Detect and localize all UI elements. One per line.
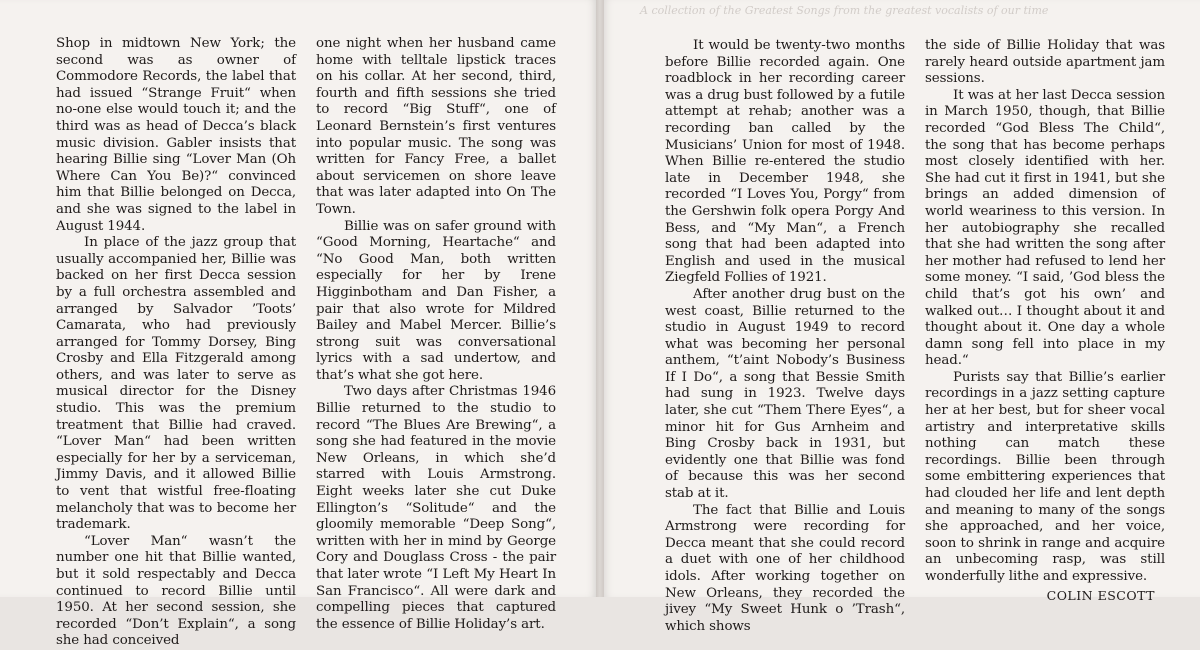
- paragraph: Billie was on safer ground with “Good Morning, Heartache“ and “No Good Man, both written especially for her by Irene Higginbotham and Dan Fisher, a pair that also wrote for Mildred Bailey and Mabel Mercer. Billie’s strong suit was conversational lyrics with a sad undertow, and that’s what she got here.: [316, 218, 556, 383]
- text-column-2: [316, 36, 556, 633]
- paragraph: It would be twenty-two months before Billie recorded again. One roadblock in her recording career was a drug bust followed by a futile attempt at rehab; another was a recording ban called by the Musicians’ Union for most of 1948. When Billie re-entered the studio late in December 1948, she recorded “I Loves You, Porgy“ from the Gershwin folk opera Porgy And Bess, and “My Man“, a French song that had been adapted into English and used in the musical Ziegfeld Follies of 1921.: [665, 38, 905, 286]
- paragraph: the side of Billie Holiday that was rarely heard outside apartment jam sessions.: [925, 38, 1165, 87]
- show-through-header: A collection of the Greatest Songs from the greatest vocalists of our time: [640, 4, 1049, 17]
- text-column-4: [925, 38, 1165, 604]
- paragraph: Shop in midtown New York; the second was as owner of Commodore Records, the label that had issued “Strange Fruit“ when no-one else would touch it; and the third was as head of Decca’s black music division. Gabler insists that hearing Billie sing “Lover Man (Oh Where Can You Be)?“ convinced him that Billie belonged on Decca, and she was signed to the label in August 1944.: [56, 36, 296, 234]
- left-page: [0, 0, 596, 649]
- page-gutter: [596, 0, 604, 597]
- text-column-1: [56, 36, 296, 650]
- paragraph: one night when her husband came home with telltale lipstick traces on his collar. At her second, third, fourth and fifth sessions she tried to record “Big Stuff“, one of Leonard Bernstein’s first ventures into popular music. The song was written for Fancy Free, a ballet about servicemen on shore leave that was later adapted into On The Town.: [316, 36, 556, 217]
- paragraph: “Lover Man“ wasn’t the number one hit that Billie wanted, but it sold respectably and Decca continued to record Billie until 1950. At her second session, she recorded “Don’t Explain“, a song she had conceived: [56, 533, 296, 649]
- paragraph: Purists say that Billie’s earlier recordings in a jazz setting capture her at her best, but for sheer vocal artistry and interpretative skills nothing can match these recordings. Billie been through some embittering experiences that had clouded her life and lent depth and meaning to many of the songs she approached, and her voice, soon to shrink in range and acquire an unbecoming rasp, was still wonderfully lithe and expressive.: [925, 369, 1165, 584]
- paragraph: The fact that Billie and Louis Armstrong were recording for Decca meant that she could record a duet with one of her childhood idols. After working together on New Orleans, they recorded the jivey “My Sweet Hunk o ’Trash“, which shows: [665, 502, 905, 634]
- paragraph: Two days after Christmas 1946 Billie returned to the studio to record “The Blues Are Brewing“, a song she had featured in the movie New Orleans, in which she’d starred with Louis Armstrong. Eight weeks later she cut Duke Ellington’s “Solitude“ and the gloomily memorable “Deep Song“, written with her in mind by George Cory and Douglass Cross - the pair that later wrote “I Left My Heart In San Francisco“. All were dark and compelling pieces that captured the essence of Billie Holiday’s art.: [316, 384, 556, 632]
- author-signature: COLIN ESCOTT: [1046, 587, 1155, 603]
- text-column-3: [665, 38, 905, 635]
- paragraph: In place of the jazz group that usually accompanied her, Billie was backed on her first Decca session by a full orchestra assembled and arranged by Salvador ’Toots’ Camarata, who had previously arranged for Tommy Dorsey, Bing Crosby and Ella Fitzgerald among others, and was later to serve as musical director for the Disney studio. This was the premium treatment that Billie had craved. “Lover Man“ had been written especially for her by a serviceman, Jimmy Davis, and it allowed Billie to vent that wistful free-floating melancholy that was to become her trademark.: [56, 235, 296, 533]
- right-page: [604, 0, 1200, 634]
- paragraph: It was at her last Decca session in March 1950, though, that Billie recorded “God Bless The Child“, the song that has become perhaps most closely identified with her. She had cut it first in 1941, but she brings an added dimension of world weariness to this version. In her autobiography she recalled that she had written the song after her mother had refused to lend her some money. “I said, ’God bless the child that’s got his own’ and walked out… I thought about it and thought about it. One day a whole damn song fell into place in my head.“: [925, 87, 1165, 369]
- paragraph: After another drug bust on the west coast, Billie returned to the studio in August 1949 to record what was becoming her personal anthem, “t’aint Nobody’s Business If I Do“, a song that Bessie Smith had sung in 1923. Twelve days later, she cut “Them There Eyes“, a minor hit for Gus Arnheim and Bing Crosby back in 1931, but evidently one that Billie was fond of because this was her second stab at it.: [665, 286, 905, 502]
